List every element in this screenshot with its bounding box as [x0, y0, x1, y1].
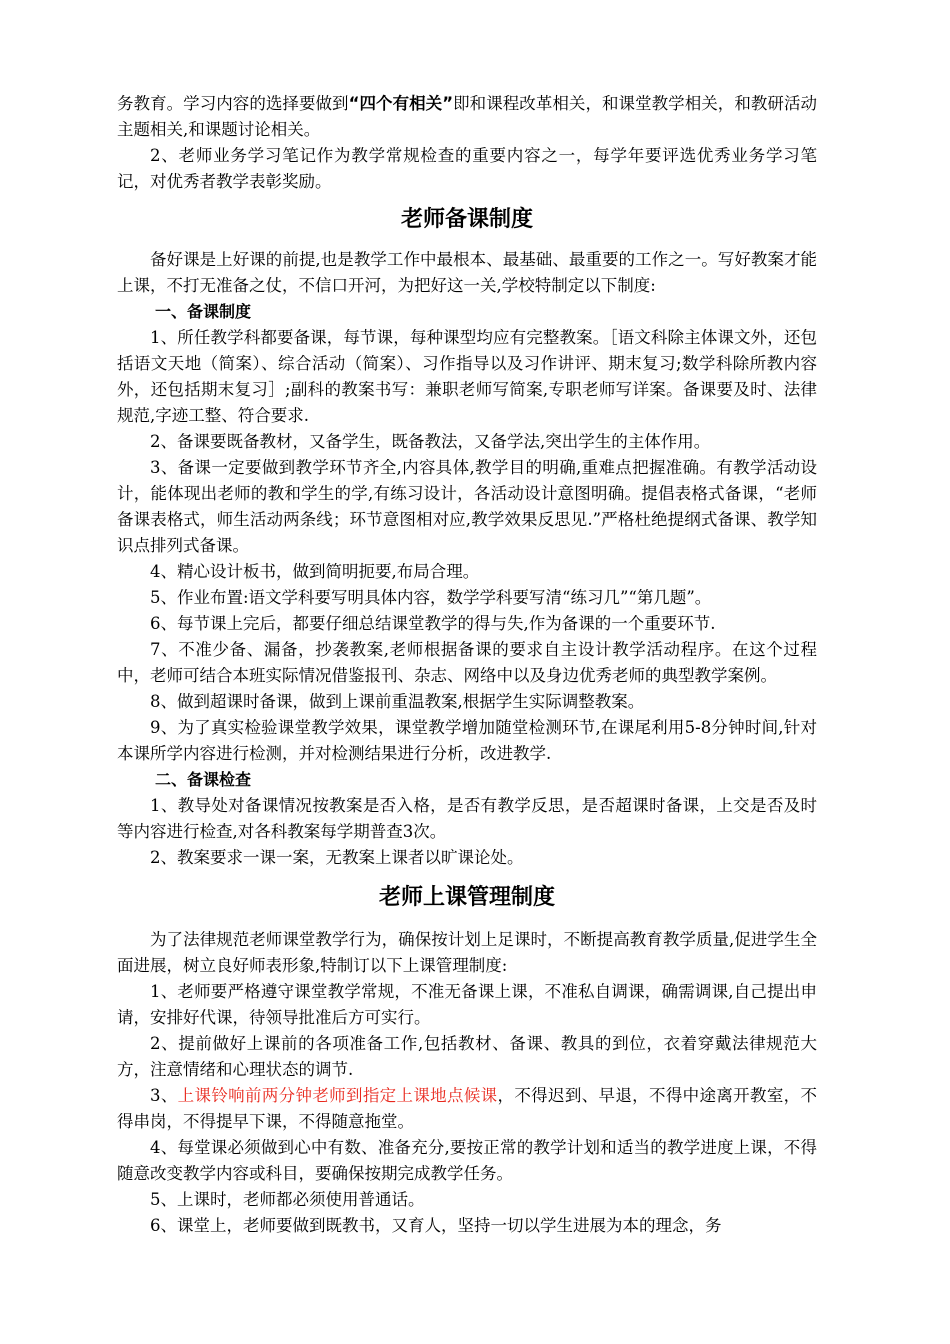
intro-paragraph-2: 2、老师业务学习笔记作为教学常规检查的重要内容之一，每学年要评选优秀业务学习笔记，对优秀者教学表彰奖励。 [117, 146, 817, 191]
intro-text-a: 务教育。学习内容的选择要做到 [117, 94, 349, 113]
class-management-title: 老师上课管理制度 [378, 885, 555, 910]
prep-item: 4、精心设计板书，做到简明扼要,布局合理。 [150, 562, 480, 581]
prep-item: 3、备课一定要做到教学环节齐全,内容具体,教学目的明确,重难点把握准确。有教学活动设计，能体现出老师的教和学生的学,有练习设计，各活动设计意图明确。提倡表格式备课，“老师备课表格式，师生活动两条线；环节意图相对应,教学效果反思见.”严格杜绝提纲式备课、教学知识点排列式备课。 [117, 458, 817, 555]
document-body [117, 91, 817, 1239]
prep-intro: 备好课是上好课的前提,也是教学工作中最根本、最基础、最重要的工作之一。写好教案才能上课，不打无准备之仗，不信口开河，为把好这一关,学校特制定以下制度: [117, 250, 817, 295]
check-item: 2、教案要求一课一案，无教案上课者以旷课论处。 [150, 848, 524, 867]
class-item-3 [117, 1083, 817, 1135]
prep-item: 1、所任教学科都要备课，每节课，每种课型均应有完整教案。［语文科除主体课文外，还包括语文天地（简案）、综合活动（简案）、习作指导以及习作讲评、期末复习;数学科除所教内容外，还包括期末复习］;副科的教案书写：兼职老师写简案,专职老师写详案。备课要及时、法律规范,字迹工整、符合要求. [117, 328, 817, 425]
intro-paragraph-1 [117, 91, 817, 143]
class-item-6: 6、课堂上，老师要做到既教书，又育人，坚持一切以学生进展为本的理念，务 [150, 1216, 722, 1235]
four-relevance-phrase: “四个有相关” [348, 94, 454, 113]
class-item-3-number: 3、 [150, 1086, 178, 1105]
highlighted-rule: 上课铃响前两分钟老师到指定上课地点候课 [177, 1086, 498, 1105]
class-item-5: 5、上课时，老师都必须使用普通话。 [150, 1190, 425, 1209]
class-item-2: 2、提前做好上课前的各项准备工作,包括教材、备课、教具的到位，衣着穿戴法律规范大方，注意情绪和心理状态的调节. [117, 1034, 817, 1079]
check-item: 1、教导处对备课情况按教案是否入格，是否有教学反思，是否超课时备课，上交是否及时等内容进行检查,对各科教案每学期普查3次。 [117, 796, 817, 841]
prep-item: 2、备课要既备教材，又备学生，既备教法，又备学法,突出学生的主体作用。 [150, 432, 711, 451]
prep-item: 6、每节课上完后，都要仔细总结课堂教学的得与失,作为备课的一个重要环节. [150, 614, 716, 633]
prep-item: 7、不准少备、漏备，抄袭教案,老师根据备课的要求自主设计教学活动程序。在这个过程中，老师可结合本班实际情况借鉴报刊、杂志、网络中以及身边优秀老师的典型教学案例。 [117, 640, 817, 685]
class-item-1: 1、老师要严格遵守课堂教学常规，不准无备课上课，不准私自调课，确需调课,自己提出申请，安排好代课，待领导批准后方可实行。 [117, 982, 817, 1027]
prep-item: 5、作业布置:语文学科要写明具体内容，数学学科要写清“练习几”“第几题”。 [150, 588, 712, 607]
prep-item: 8、做到超课时备课，做到上课前重温教案,根据学生实际调整教案。 [150, 692, 645, 711]
class-intro: 为了法律规范老师课堂教学行为，确保按计划上足课时，不断提高教育教学质量,促进学生全面进展，树立良好师表形象,特制订以下上课管理制度: [117, 930, 817, 975]
prep-system-title: 老师备课制度 [400, 207, 533, 232]
prep-section-2-heading: 二、备课检查 [155, 770, 252, 789]
class-item-3-rest: ，不得迟到、早退，不得中途离开教室，不得串岗，不得提早下课，不得随意拖堂。 [117, 1086, 818, 1131]
prep-section-1-heading: 一、备课制度 [155, 302, 252, 321]
class-item-4: 4、每堂课必须做到心中有数、准备充分,要按正常的教学计划和适当的教学进度上课，不得随意改变教学内容或科目，要确保按期完成教学任务。 [117, 1138, 817, 1183]
prep-item: 9、为了真实检验课堂教学效果，课堂教学增加随堂检测环节,在课尾利用5-8分钟时间,针对本课所学内容进行检测，并对检测结果进行分析，改进教学. [117, 718, 817, 763]
intro-text-b: 即和课程改革相关，和课堂教学相关，和教研活动主题相关,和课题讨论相关。 [117, 94, 818, 139]
